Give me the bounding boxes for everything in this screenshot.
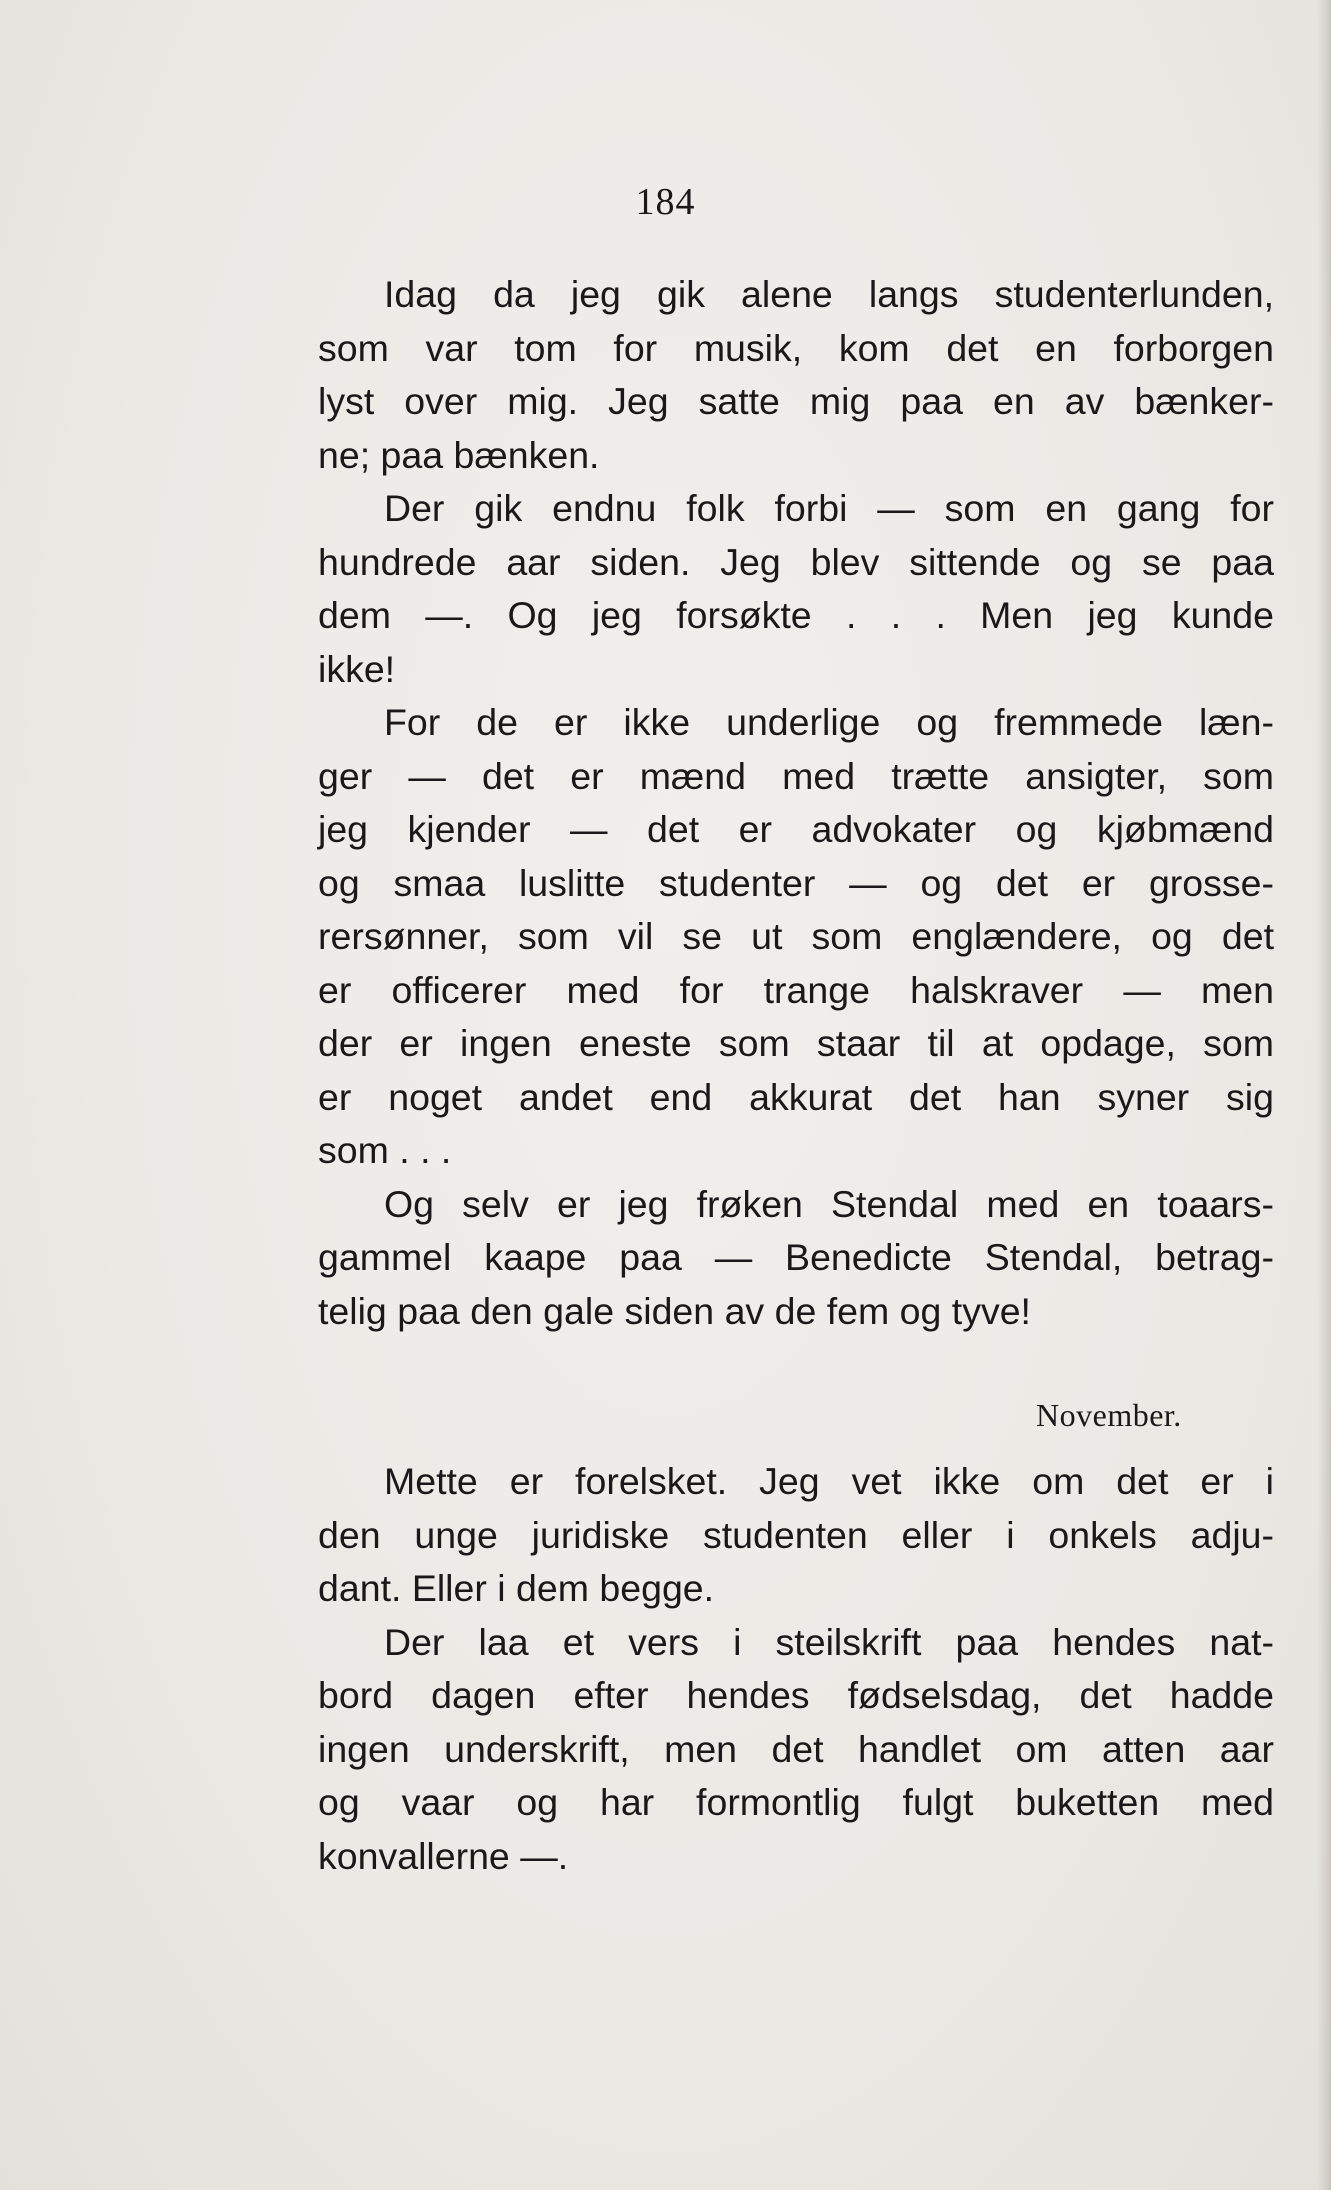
text-line: Mette er forelsket. Jeg vet ikke om det er i [384, 1460, 1274, 1502]
text-line: gammel kaape paa — Benedicte Stendal, betrag- [318, 1236, 1274, 1278]
text-line: hundrede aar siden. Jeg blev sittende og se paa [318, 540, 1274, 583]
text-line: er noget andet end akkurat det han syner sig [318, 1075, 1274, 1118]
text-line: som . . . [318, 1129, 452, 1171]
paragraph [318, 1455, 1274, 1616]
text-line: ikke! [318, 647, 396, 690]
text-line: rersønner, som vil se ut som englændere, og det [318, 915, 1274, 957]
text-section-1 [318, 268, 1274, 1338]
text-line: jeg kjender — det er advokater og kjøbmænd [318, 808, 1274, 850]
dateline: November. [1036, 1397, 1182, 1433]
text-line: ger — det er mænd med trætte ansigter, som [318, 754, 1274, 797]
paragraph [318, 268, 1274, 482]
text-line: ingen underskrift, men det handlet om atten aar [318, 1727, 1274, 1770]
text-line: den unge juridiske studenten eller i onkels adju- [318, 1513, 1274, 1556]
paragraph [318, 1178, 1274, 1339]
paragraph [318, 1616, 1274, 1884]
text-line: bord dagen efter hendes fødselsdag, det hadde [318, 1674, 1274, 1716]
text-section-2 [318, 1455, 1274, 1883]
text-line: og smaa luslitte studenter — og det er grosse- [318, 861, 1274, 904]
text-line: Der gik endnu folk forbi — som en gang for [384, 487, 1274, 529]
page-number: 184 [635, 181, 696, 223]
paragraph [318, 696, 1274, 1178]
text-line: konvallerne —. [318, 1834, 569, 1877]
text-line: og vaar og har formontlig fulgt buketten med [318, 1781, 1274, 1823]
text-line: Der laa et vers i steilskrift paa hendes nat- [384, 1620, 1274, 1663]
text-line: For de er ikke underlige og fremmede læn- [384, 701, 1274, 743]
text-line: Og selv er jeg frøken Stendal med en toaars- [384, 1182, 1274, 1225]
text-line: dant. Eller i dem begge. [318, 1567, 715, 1609]
text-line: som var tom for musik, kom det en forborgen [318, 326, 1274, 369]
text-line: lyst over mig. Jeg satte mig paa en av bænker- [318, 380, 1274, 422]
text-line: er officerer med for trange halskraver — men [318, 968, 1274, 1011]
text-line: ne; paa bænken. [318, 433, 600, 476]
text-line: dem —. Og jeg forsøkte . . . Men jeg kunde [318, 594, 1274, 636]
text-line: Idag da jeg gik alene langs studenterlunden, [384, 273, 1274, 315]
scan-edge-shadow [1317, 0, 1331, 2190]
text-line: telig paa den gale siden av de fem og tyve! [318, 1289, 1031, 1332]
paragraph [318, 482, 1274, 696]
text-line: der er ingen eneste som staar til at opdage, som [318, 1022, 1274, 1064]
